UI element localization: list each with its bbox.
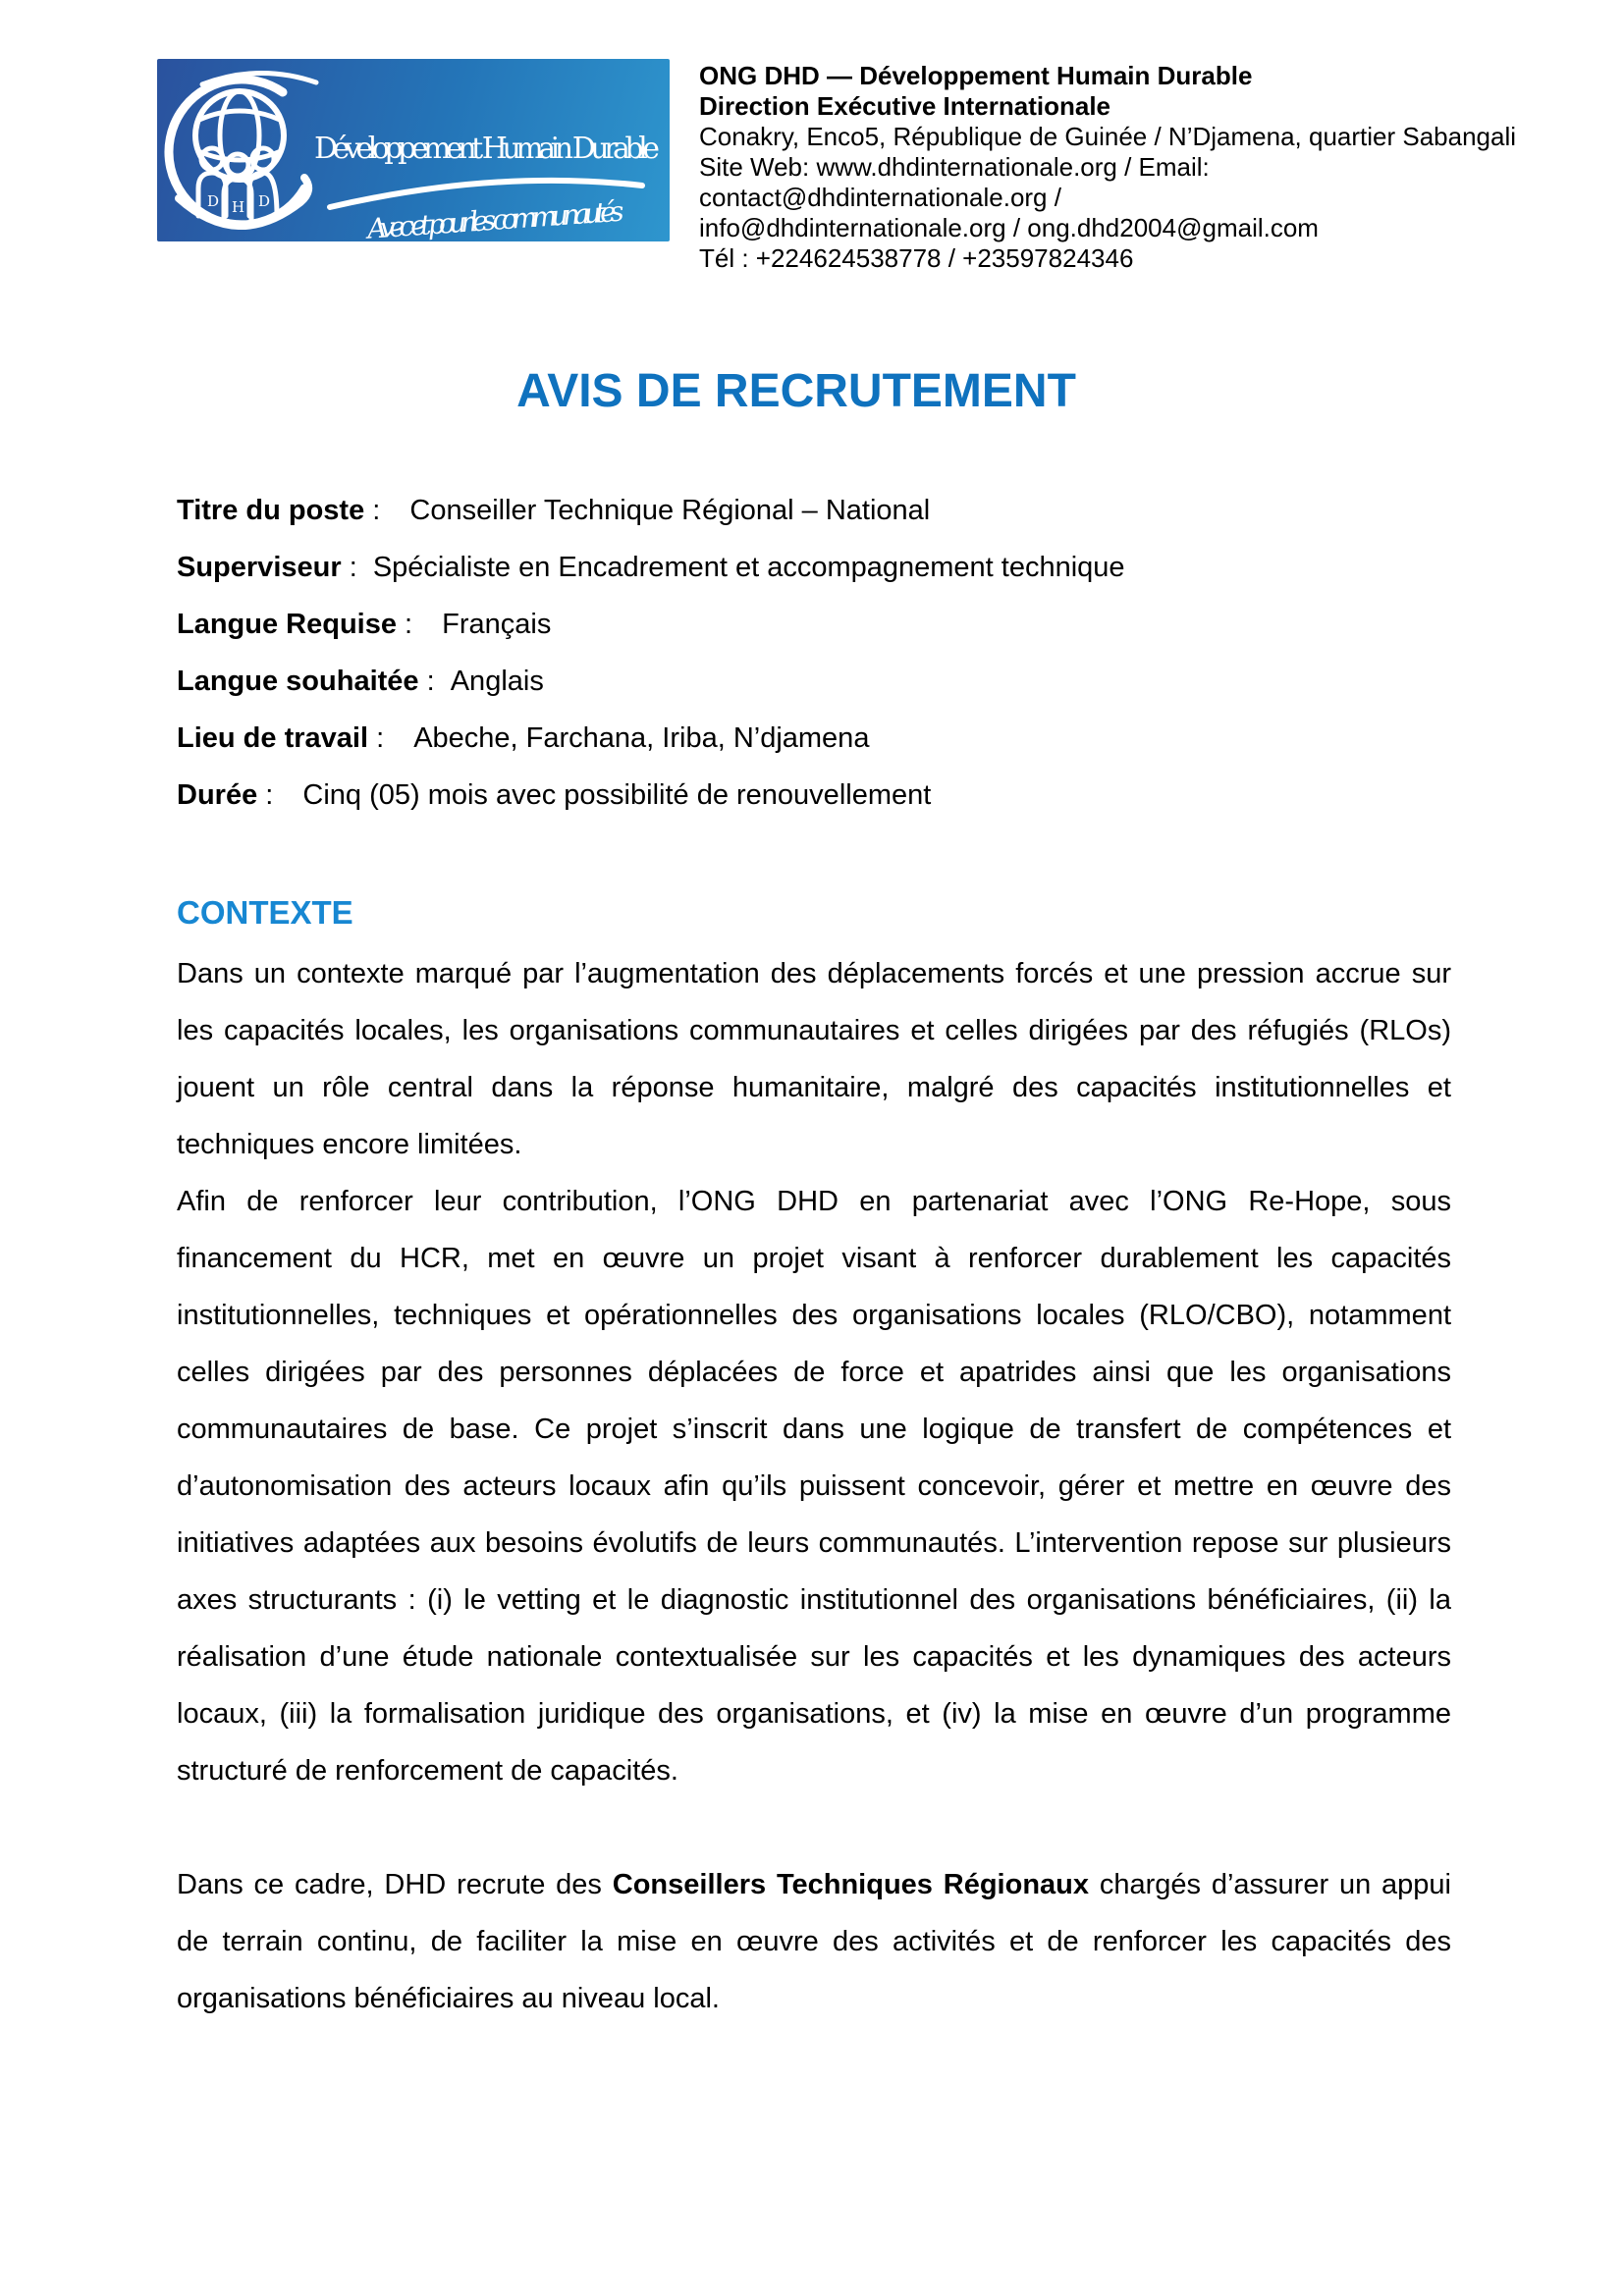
detail-separator: : (418, 666, 443, 697)
detail-row-titre (177, 497, 1451, 525)
org-phone-line: Tél : +224624538778 / +23597824346 (699, 243, 1134, 273)
detail-label: Titre du poste (177, 495, 365, 526)
detail-label: Lieu de travail (177, 722, 369, 754)
page-title: AVIS DE RECRUTEMENT (516, 365, 1076, 417)
detail-separator: : (257, 779, 282, 811)
context-paragraph-3 (177, 1856, 1451, 2027)
detail-label: Superviseur (177, 552, 342, 583)
section-heading-contexte: CONTEXTE (177, 894, 353, 931)
letterhead (0, 0, 1624, 274)
detail-row-langue-souhaitee (177, 667, 1451, 696)
detail-separator: : (341, 552, 365, 583)
paragraph-text: Dans ce cadre, DHD recrute des (177, 1869, 613, 1900)
context-body (0, 945, 1624, 2027)
detail-row-lieu (177, 724, 1451, 753)
detail-label: Langue Requise (177, 609, 397, 640)
org-address-line: Conakry, Enco5, République de Guinée / N’Djamena, quartier Sabangali (699, 122, 1517, 151)
detail-value: Anglais (450, 666, 544, 697)
logo-letter-h: H (232, 198, 245, 216)
detail-label: Langue souhaitée (177, 666, 419, 697)
paragraph-text: chargés d’assurer un appui de terrain continu, de faciliter la mise en œuvre des activités et de renforcer les capacités des organisations bénéficiaires au niveau local. (177, 1869, 1451, 2014)
detail-value: Spécialiste en Encadrement et accompagnement technique (372, 552, 1125, 583)
detail-row-langue-requise (177, 611, 1451, 639)
logo-letter-d2: D (258, 192, 271, 210)
detail-row-superviseur (177, 554, 1451, 582)
detail-value: Cinq (05) mois avec possibilité de renouvellement (302, 779, 932, 811)
letterhead-contact-block (699, 59, 1563, 274)
detail-separator: : (364, 495, 389, 526)
logo-tagline: Avec et pour les communautés (365, 194, 625, 241)
role-name-bold: Conseillers Techniques Régionaux (612, 1869, 1090, 1900)
detail-label: Durée (177, 779, 258, 811)
detail-separator: : (368, 722, 393, 754)
org-email-line: info@dhdinternationale.org / ong.dhd2004@gmail.com (699, 213, 1319, 242)
detail-value: Français (442, 609, 552, 640)
org-web-email-line: Site Web: www.dhdinternationale.org / Email: contact@dhdinternationale.org / (699, 152, 1210, 212)
org-name-line: ONG DHD — Développement Humain Durable (699, 61, 1253, 90)
context-paragraph-1: Dans un contexte marqué par l’augmentation des déplacements forcés et une pression accrue sur les capacités locales, les organisations communautaires et celles dirigées par des réfugiés (RLOs) jouent un rôle central dans la réponse humanitaire, malgré des capacités institutionnelles et techniques encore limitées. (177, 958, 1451, 1160)
org-direction-line: Direction Exécutive Internationale (699, 91, 1111, 121)
job-details (0, 497, 1624, 810)
detail-separator: : (397, 609, 421, 640)
detail-row-duree (177, 781, 1451, 810)
logo-org-name: Développement Humain Durable (314, 132, 660, 166)
ong-dhd-logo (157, 59, 670, 241)
logo-letter-d1: D (207, 192, 220, 210)
detail-value: Conseiller Technique Régional – National (409, 495, 931, 526)
context-paragraph-2: Afin de renforcer leur contribution, l’ONG DHD en partenariat avec l’ONG Re-Hope, sous financement du HCR, met en œuvre un projet visant à renforcer durablement les capacités institutionnelles, techniques et opérationnelles des organisations locales (RLO/CBO), notamment celles dirigées par des personnes déplacées de force et apatrides ainsi que les organisations communautaires de base. Ce projet s’inscrit dans une logique de transfert de compétences et d’autonomisation des acteurs locaux afin qu’ils puissent concevoir, gérer et mettre en œuvre des initiatives adaptées aux besoins évolutifs de leurs communautés. L’intervention repose sur plusieurs axes structurants : (i) le vetting et le diagnostic institutionnel des organisations bénéficiaires, (ii) la réalisation d’une étude nationale contextualisée sur les capacités et les dynamiques des acteurs locaux, (iii) la formalisation juridique des organisations, et (iv) la mise en œuvre d’un programme structuré de renforcement de capacités. (177, 1186, 1451, 1787)
detail-value: Abeche, Farchana, Iriba, N’djamena (413, 722, 870, 754)
ong-dhd-logo-graphic (157, 59, 670, 241)
